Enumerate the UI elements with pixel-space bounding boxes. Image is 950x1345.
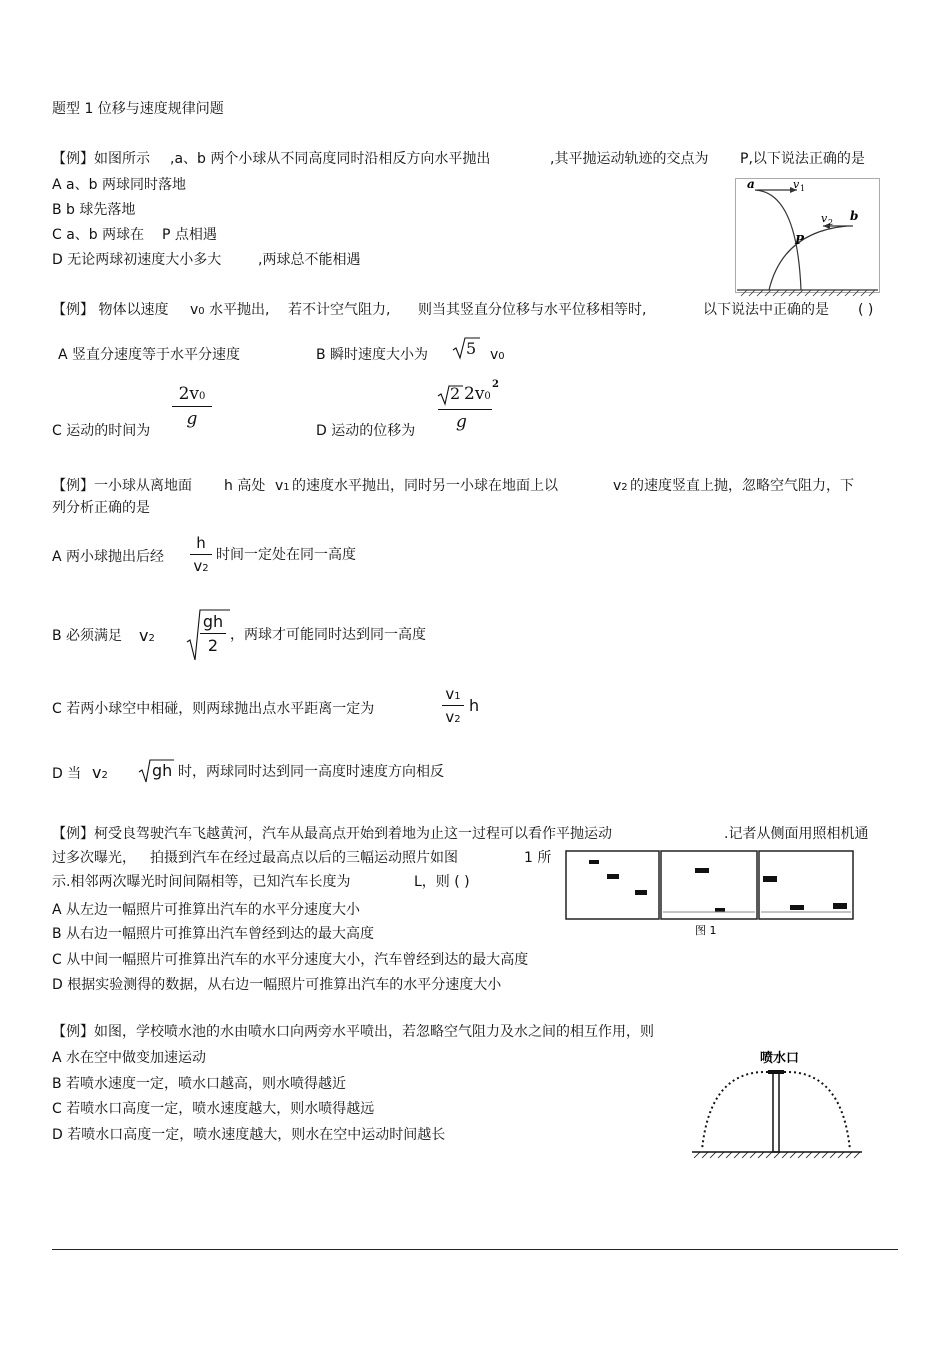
footer-rule <box>52 1249 898 1250</box>
q4-stem-e: 1 所 <box>524 850 552 866</box>
q2-option-d: D 运动的位移为 <box>316 423 416 439</box>
q5-water-arc-left <box>702 1072 768 1150</box>
q2-stem-a: 【例】 物体以速度 <box>52 302 169 318</box>
q2-stem-d: 则当其竖直分位移与水平位移相等时, <box>418 302 647 318</box>
q4-option-b: B 从右边一幅照片可推算出汽车曾经到达的最大高度 <box>52 926 375 942</box>
q2-option-b: B 瞬时速度大小为 <box>316 347 429 363</box>
q2-option-d-exponent: 2 <box>492 379 499 390</box>
q2-option-d-fraction-bar <box>438 409 492 410</box>
q4-stem-a: 【例】柯受良驾驶汽车飞越黄河，汽车从最高点开始到着地为止这一过程可以看作平抛运动 <box>52 826 612 842</box>
q4-photo-left <box>566 851 659 919</box>
q1-label-a: a <box>747 177 755 191</box>
q1-option-a: A a、b 两球同时落地 <box>52 177 186 193</box>
q1-label-v1: v <box>793 178 800 191</box>
q4-figure-caption: 图 1 <box>695 924 717 937</box>
q5-option-d: D 若喷水口高度一定，喷水速度越大，则水在空中运动时间越长 <box>52 1127 446 1143</box>
q3-stem-b: h 高处 <box>224 478 266 494</box>
q5-fountain-figure <box>690 1048 865 1163</box>
q4-stem-b: .记者从侧面用照相机通 <box>724 826 869 842</box>
q3-stem-a: 【例】一小球从离地面 <box>52 478 192 494</box>
q1-option-c-2: P 点相遇 <box>162 227 217 243</box>
q1-label-p: P <box>795 233 805 247</box>
q3-option-c-1: C 若两小球空中相碰，则两球抛出点水平距离一定为 <box>52 701 375 717</box>
q3-option-c-h: h <box>469 696 480 715</box>
q4-stem-f: 示.相邻两次曝光时间间隔相等，已知汽车长度为 <box>52 874 351 890</box>
q2-stem-e: 以下说法中正确的是 <box>703 302 829 318</box>
q2-option-d-root: 2 <box>450 384 461 403</box>
q5-option-a: A 水在空中做变加速运动 <box>52 1050 207 1066</box>
q4-photo-figure <box>565 850 855 940</box>
q4-photo-middle <box>661 851 757 919</box>
q2-option-a: A 竖直分速度等于水平分速度 <box>58 347 241 363</box>
q5-option-c: C 若喷水口高度一定，喷水速度越大，则水喷得越远 <box>52 1101 375 1117</box>
q2-option-d-numerator: 2v0 <box>464 384 491 404</box>
q3-stem-f: 的速度竖直上抛，忽略空气阻力，下 <box>630 478 854 494</box>
q3-stem-g: 列分析正确的是 <box>52 500 150 516</box>
q3-stem-v2: v2 <box>613 478 628 494</box>
q2-option-c-fraction: 2v0 g <box>172 384 212 429</box>
q4-option-a: A 从左边一幅照片可推算出汽车的水平分速度大小 <box>52 902 361 918</box>
q2-option-c: C 运动的时间为 <box>52 423 151 439</box>
q1-label-v2: v <box>821 212 828 225</box>
q4-option-c: C 从中间一幅照片可推算出汽车的水平分速度大小，汽车曾经到达的最大高度 <box>52 952 529 968</box>
q3-stem-d: 的速度水平抛出，同时另一小球在地面上以 <box>292 478 558 494</box>
q3-option-a-1: A 两小球抛出后经 <box>52 549 165 565</box>
q4-stem-c: 过多次曝光， <box>52 850 136 866</box>
q3-option-b-2: ，两球才可能同时达到同一高度 <box>230 627 426 643</box>
q1-option-c-1: C a、b 两球在 <box>52 227 145 243</box>
q5-water-arc-right <box>784 1072 850 1150</box>
q3-option-a-2: 时间一定处在同一高度 <box>216 547 356 563</box>
q3-option-d-1: D 当 <box>52 766 82 782</box>
q5-nozzle <box>768 1070 784 1074</box>
q3-stem-v1: v1 <box>275 478 290 494</box>
q1-stem-d: P,以下说法正确的是 <box>740 151 865 167</box>
q5-stem: 【例】如图，学校喷水池的水由喷水口向两旁水平喷出，若忽略空气阻力及水之间的相互作用，则 <box>52 1024 654 1040</box>
q1-label-v1-sub: 1 <box>800 184 806 193</box>
q2-option-d-denominator: g <box>456 412 467 432</box>
q3-option-a-fraction: h v2 <box>190 534 212 575</box>
section-title: 题型 1 位移与速度规律问题 <box>52 101 224 117</box>
q1-stem-b: ,a、b 两个小球从不同高度同时沿相反方向水平抛出 <box>170 151 491 167</box>
q2-stem-c: 若不计空气阻力, <box>288 302 391 318</box>
q3-option-d-root: gh <box>152 761 173 780</box>
q1-trajectory-figure <box>735 178 880 296</box>
q2-answer-paren: ( ) <box>858 302 874 318</box>
q3-option-b-1: B 必须满足 <box>52 628 123 644</box>
q1-option-b: B b 球先落地 <box>52 202 136 218</box>
q2-option-b-root: 5 <box>466 339 477 358</box>
q1-label-v2-sub: 2 <box>828 218 834 227</box>
q4-stem-g: L，则 ( ) <box>414 874 470 890</box>
q1-label-b: b <box>850 209 859 223</box>
q1-option-d-2: ,两球总不能相遇 <box>258 252 361 268</box>
q1-stem-c: ,其平抛运动轨迹的交点为 <box>550 151 709 167</box>
q1-figure-frame <box>736 179 880 293</box>
q2-option-b-v0: v0 <box>490 347 505 363</box>
q3-option-d-2: 时，两球同时达到同一高度时速度方向相反 <box>178 764 444 780</box>
q4-stem-d: 拍摄到汽车在经过最高点以后的三幅运动照片如图 <box>150 850 458 866</box>
q1-option-d-1: D 无论两球初速度大小多大 <box>52 252 222 268</box>
q1-trajectory-b <box>769 226 847 290</box>
q2-stem-v0: v0 <box>190 302 205 318</box>
q1-stem-a: 【例】如图所示 <box>52 151 150 167</box>
q3-option-c-fraction: v1 v2 <box>442 685 464 726</box>
q5-fountain-label: 喷水口 <box>760 1051 800 1066</box>
q3-option-d-v2: v2 <box>92 763 108 782</box>
q3-option-b-v2: v2 <box>139 626 155 645</box>
q5-option-b: B 若喷水速度一定，喷水口越高，则水喷得越近 <box>52 1076 347 1092</box>
q2-stem-b: 水平抛出, <box>209 302 270 318</box>
q5-fountain-pipe <box>773 1072 779 1152</box>
q5-ground-hatch <box>694 1152 860 1158</box>
q3-option-b-fraction: gh 2 <box>200 612 226 655</box>
q4-option-d: D 根据实验测得的数据，从右边一幅照片可推算出汽车的水平分速度大小 <box>52 977 502 993</box>
